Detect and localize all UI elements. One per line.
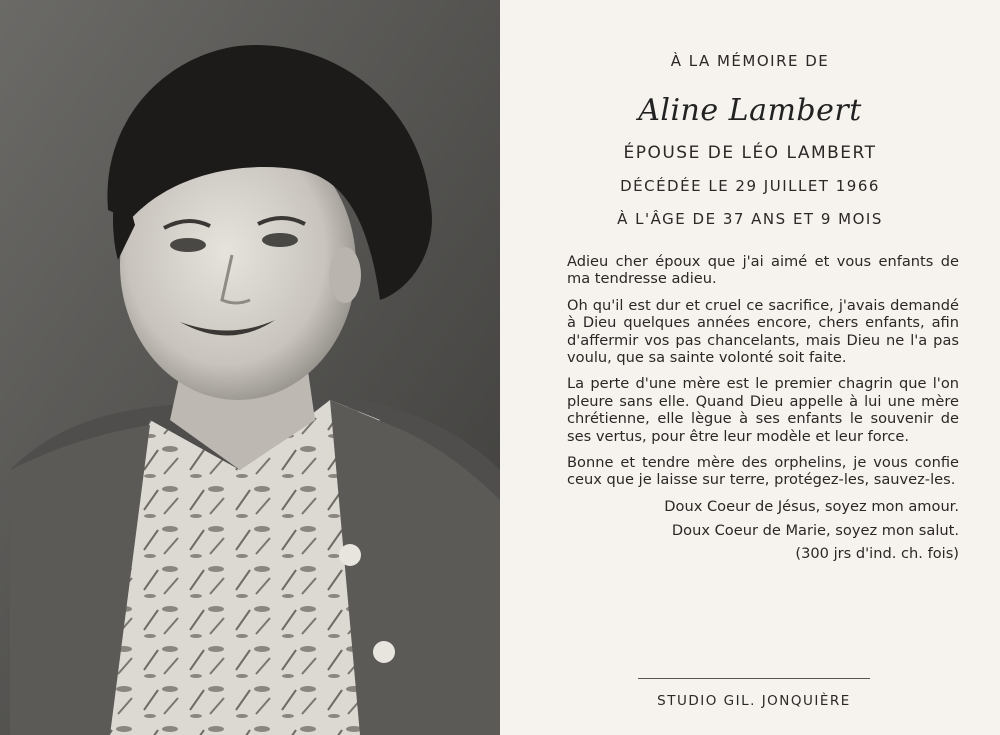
prayer-jesus: Doux Coeur de Jésus, soyez mon amour. (664, 497, 959, 515)
memorial-text (567, 253, 959, 562)
paragraph-sacrifice: Oh qu'il est dur et cruel ce sacrifice, j'avais demandé à Dieu quelques années encore, chers enfants, afin d'affermir vos pas chancelants, mais Dieu ne l'a pas voulu, que sa sainte volonté soit faite. (567, 296, 959, 367)
age-line: À L'ÂGE DE 37 ANS ET 9 MOIS (617, 210, 883, 228)
paragraph-mother: La perte d'une mère est le premier chagrin que l'on pleure sans elle. Quand Dieu appelle à lui une mère chrétienne, elle lègue à ses enfants le souvenir de ses vertus, pour être leur modèle et leur force. (567, 375, 959, 445)
death-date-line: DÉCÉDÉE LE 29 JUILLET 1966 (620, 177, 880, 195)
memorial-card (500, 0, 1000, 735)
divider (638, 678, 870, 679)
paragraph-farewell: Adieu cher époux que j'ai aimé et vous enfants de ma tendresse adieu. (567, 253, 959, 288)
studio-credit: STUDIO GIL. JONQUIÈRE (657, 693, 851, 709)
paragraph-orphans: Bonne et tendre mère des orphelins, je vous confie ceux que je laisse sur terre, protégez-les, sauvez-les. (567, 454, 959, 489)
button-2 (373, 641, 395, 663)
spouse-line: ÉPOUSE DE LÉO LAMBERT (623, 143, 877, 163)
deceased-name: Aline Lambert (638, 93, 862, 128)
prayer-marie: Doux Coeur de Marie, soyez mon salut. (671, 522, 959, 540)
button-1 (339, 544, 361, 566)
memorial-header: À LA MÉMOIRE DE (670, 52, 830, 70)
indulgence-note: (300 jrs d'ind. ch. fois) (795, 544, 959, 562)
